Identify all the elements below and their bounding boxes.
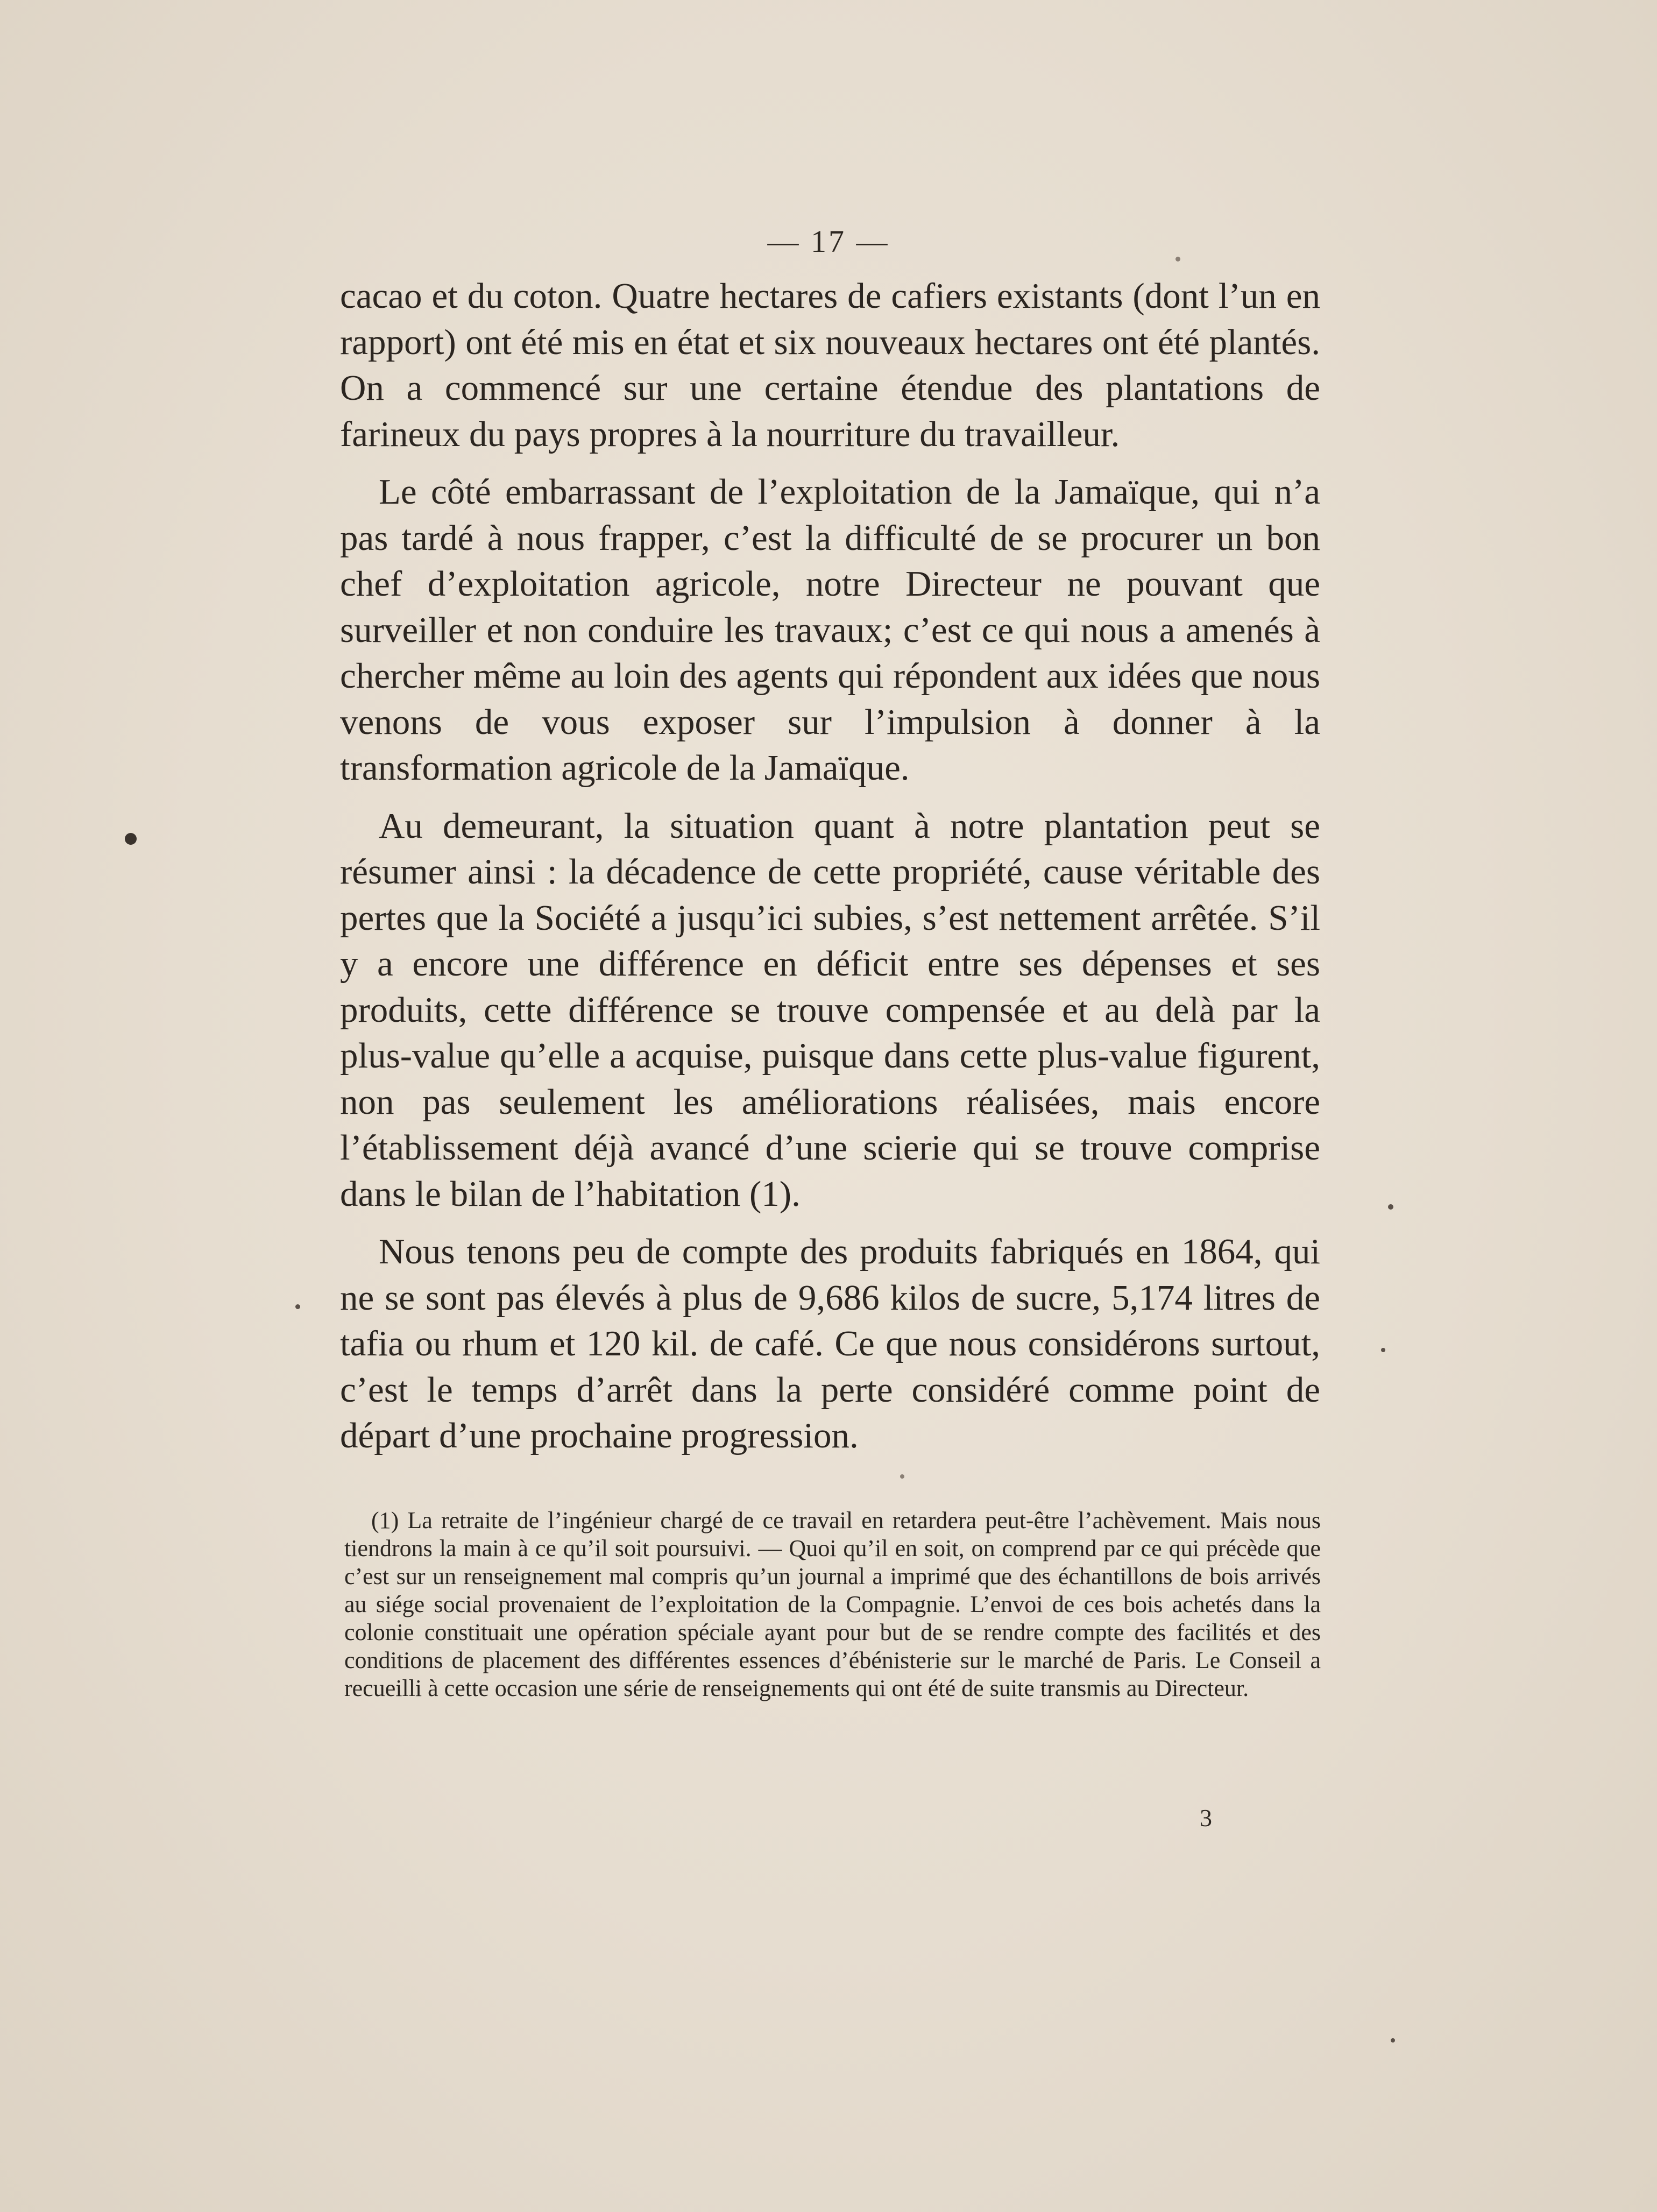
page-number: — 17 —	[767, 224, 890, 259]
scan-speck	[900, 1474, 904, 1479]
paragraph-1: cacao et du coton. Quatre hectares de cafiers existants (dont l’un en rapport) ont été mis en état et six nouveaux hectares ont été plantés. On a commencé sur une certaine étendue des plantations de farineux du pays propres à la nourriture du travailleur.	[340, 276, 1320, 454]
scan-speck	[1381, 1348, 1385, 1352]
signature-mark: 3	[1200, 1804, 1212, 1832]
scan-speck	[1388, 1204, 1393, 1210]
scan-speck	[1176, 257, 1180, 262]
paragraph-3: Au demeurant, la situation quant à notre plantation peut se résumer ainsi : la décadence de cette propriété, cause véritable des pertes que la Société a jusqu’ici subies, s’est nettement arrêtée. S’il y a encore une différence en déficit entre ses dépenses et ses produits, cette différence se trouve compensée et au delà par la plus-value qu’elle a acquise, puisque dans cette plus-value figurent, non pas seulement les améliorations réalisées, mais encore l’établissement déjà avancé d’une scierie qui se trouve comprise dans le bilan de l’habitation (1).	[340, 805, 1320, 1214]
paragraph-4: Nous tenons peu de compte des produits fabriqués en 1864, qui ne se sont pas élevés à plus de 9,686 kilos de sucre, 5,174 litres de tafia ou rhum et 120 kil. de café. Ce que nous considérons surtout, c’est le temps d’arrêt dans la perte considéré comme point de départ d’une prochaine progression.	[340, 1232, 1320, 1455]
body-text	[340, 273, 1320, 1471]
footnote: (1) La retraite de l’ingénieur chargé de ce travail en retardera peut-être l’achèvement. Mais nous tiendrons la main à ce qu’il soit poursuivi. — Quoi qu’il en soit, on comprend par ce qui précède que c’est sur un renseignement mal compris qu’un journal a imprimé que des échantillons de bois arrivés au siége social provenaient de l’exploitation de la Compagnie. L’envoi de ces bois achetés dans la colonie constituait une opération spéciale ayant pour but de se rendre compte des facilités et des conditions de placement des différentes essences d’ébénisterie sur le marché de Paris. Le Conseil a recueilli à cette occasion une série de renseignements qui ont été de suite transmis au Directeur.	[344, 1507, 1321, 1701]
scan-speck	[295, 1304, 300, 1309]
scan-speck	[125, 833, 137, 845]
scan-speck	[1391, 2038, 1395, 2043]
paragraph-2: Le côté embarrassant de l’exploitation de la Jamaïque, qui n’a pas tardé à nous frapper, c’est la difficulté de se procurer un bon chef d’exploitation agricole, notre Directeur ne pouvant que surveiller et non conduire les travaux; c’est ce qui nous a amenés à chercher même au loin des agents qui répondent aux idées que nous venons de vous exposer sur l’impulsion à donner à la transformation agricole de la Jamaïque.	[340, 472, 1320, 788]
